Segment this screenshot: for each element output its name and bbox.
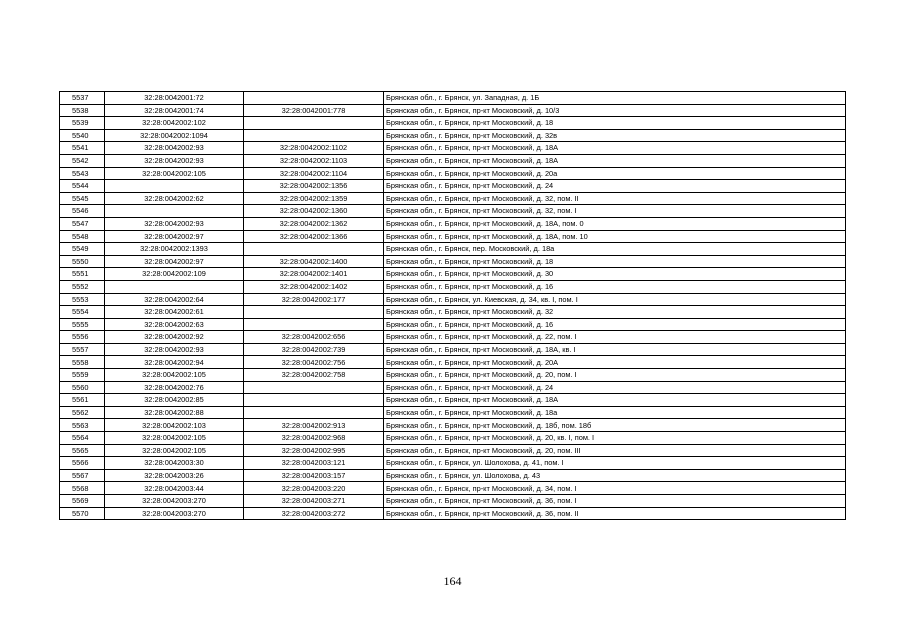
address-cell: Брянская обл., г. Брянск, пр-кт Московский, д. 16 <box>384 280 846 293</box>
building-number-cell: 32:28:0042001:778 <box>244 104 384 117</box>
table-row <box>60 154 846 167</box>
cadastral-number-cell: 32:28:0042002:61 <box>105 306 244 319</box>
address-cell: Брянская обл., г. Брянск, пр-кт Московский, д. 18 <box>384 255 846 268</box>
address-cell: Брянская обл., г. Брянск, пр-кт Московский, д. 18А, кв. I <box>384 343 846 356</box>
row-number-cell: 5557 <box>60 343 105 356</box>
cadastral-number-cell: 32:28:0042002:1094 <box>105 129 244 142</box>
table-row <box>60 180 846 193</box>
building-number-cell: 32:28:0042002:1362 <box>244 217 384 230</box>
row-number-cell: 5547 <box>60 217 105 230</box>
cadastral-number-cell <box>105 180 244 193</box>
cadastral-number-cell: 32:28:0042003:44 <box>105 482 244 495</box>
row-number-cell: 5543 <box>60 167 105 180</box>
row-number-cell: 5560 <box>60 381 105 394</box>
row-number-cell: 5562 <box>60 406 105 419</box>
address-cell: Брянская обл., г. Брянск, ул. Киевская, д. 34, кв. I, пом. I <box>384 293 846 306</box>
table-row <box>60 129 846 142</box>
table-row <box>60 495 846 508</box>
address-cell: Брянская обл., г. Брянск, пр-кт Московский, д. 18А, пом. 0 <box>384 217 846 230</box>
row-number-cell: 5566 <box>60 457 105 470</box>
table-row <box>60 230 846 243</box>
building-number-cell: 32:28:0042002:1356 <box>244 180 384 193</box>
row-number-cell: 5537 <box>60 92 105 105</box>
property-registry-table <box>59 91 846 520</box>
row-number-cell: 5567 <box>60 469 105 482</box>
building-number-cell: 32:28:0042002:1103 <box>244 154 384 167</box>
table-row <box>60 482 846 495</box>
building-number-cell <box>244 92 384 105</box>
table-row <box>60 167 846 180</box>
cadastral-number-cell: 32:28:0042003:30 <box>105 457 244 470</box>
page-number: 164 <box>443 574 462 588</box>
address-cell: Брянская обл., г. Брянск, пр-кт Московский, д. 10/3 <box>384 104 846 117</box>
cadastral-number-cell <box>105 280 244 293</box>
table-row <box>60 369 846 382</box>
building-number-cell <box>244 117 384 130</box>
building-number-cell: 32:28:0042002:756 <box>244 356 384 369</box>
cadastral-number-cell: 32:28:0042002:93 <box>105 142 244 155</box>
table-row <box>60 243 846 256</box>
building-number-cell: 32:28:0042002:1102 <box>244 142 384 155</box>
building-number-cell: 32:28:0042002:1360 <box>244 205 384 218</box>
building-number-cell <box>244 129 384 142</box>
table-row <box>60 444 846 457</box>
cadastral-number-cell: 32:28:0042002:63 <box>105 318 244 331</box>
address-cell: Брянская обл., г. Брянск, пр-кт Московский, д. 22, пом. I <box>384 331 846 344</box>
building-number-cell: 32:28:0042002:1401 <box>244 268 384 281</box>
building-number-cell <box>244 243 384 256</box>
building-number-cell: 32:28:0042003:157 <box>244 469 384 482</box>
row-number-cell: 5556 <box>60 331 105 344</box>
cadastral-number-cell: 32:28:0042002:105 <box>105 369 244 382</box>
cadastral-number-cell: 32:28:0042002:105 <box>105 167 244 180</box>
address-cell: Брянская обл., г. Брянск, пр-кт Московский, д. 24 <box>384 180 846 193</box>
address-cell: Брянская обл., г. Брянск, пр-кт Московский, д. 20а <box>384 167 846 180</box>
cadastral-number-cell: 32:28:0042002:64 <box>105 293 244 306</box>
cadastral-number-cell: 32:28:0042002:1393 <box>105 243 244 256</box>
address-cell: Брянская обл., г. Брянск, пр-кт Московский, д. 20, кв. I, пом. I <box>384 432 846 445</box>
cadastral-number-cell: 32:28:0042002:94 <box>105 356 244 369</box>
row-number-cell: 5564 <box>60 432 105 445</box>
address-cell: Брянская обл., г. Брянск, пр-кт Московский, д. 36, пом. I <box>384 495 846 508</box>
address-cell: Брянская обл., г. Брянск, пр-кт Московский, д. 18а <box>384 406 846 419</box>
cadastral-number-cell: 32:28:0042002:92 <box>105 331 244 344</box>
cadastral-number-cell: 32:28:0042002:76 <box>105 381 244 394</box>
building-number-cell <box>244 381 384 394</box>
row-number-cell: 5559 <box>60 369 105 382</box>
building-number-cell: 32:28:0042002:1359 <box>244 192 384 205</box>
cadastral-number-cell <box>105 205 244 218</box>
building-number-cell <box>244 318 384 331</box>
cadastral-number-cell: 32:28:0042002:93 <box>105 217 244 230</box>
row-number-cell: 5555 <box>60 318 105 331</box>
building-number-cell: 32:28:0042003:271 <box>244 495 384 508</box>
table-row <box>60 268 846 281</box>
cadastral-number-cell: 32:28:0042002:102 <box>105 117 244 130</box>
table-row <box>60 432 846 445</box>
address-cell: Брянская обл., г. Брянск, ул. Шолохова, д. 41, пом. I <box>384 457 846 470</box>
address-cell: Брянская обл., г. Брянск, пр-кт Московский, д. 16 <box>384 318 846 331</box>
table-row <box>60 381 846 394</box>
table-row <box>60 306 846 319</box>
building-number-cell: 32:28:0042002:1366 <box>244 230 384 243</box>
table-row <box>60 394 846 407</box>
address-cell: Брянская обл., г. Брянск, пр-кт Московский, д. 18 <box>384 117 846 130</box>
address-cell: Брянская обл., г. Брянск, пр-кт Московский, д. 20А <box>384 356 846 369</box>
cadastral-number-cell: 32:28:0042002:109 <box>105 268 244 281</box>
building-number-cell: 32:28:0042002:995 <box>244 444 384 457</box>
table-row <box>60 507 846 520</box>
table-body <box>60 92 846 520</box>
table-row <box>60 92 846 105</box>
building-number-cell: 32:28:0042002:739 <box>244 343 384 356</box>
table-row <box>60 293 846 306</box>
address-cell: Брянская обл., г. Брянск, пр-кт Московский, д. 32в <box>384 129 846 142</box>
table-row <box>60 255 846 268</box>
row-number-cell: 5568 <box>60 482 105 495</box>
table-row <box>60 457 846 470</box>
cadastral-number-cell: 32:28:0042002:85 <box>105 394 244 407</box>
cadastral-number-cell: 32:28:0042002:97 <box>105 230 244 243</box>
row-number-cell: 5546 <box>60 205 105 218</box>
row-number-cell: 5565 <box>60 444 105 457</box>
row-number-cell: 5544 <box>60 180 105 193</box>
building-number-cell <box>244 394 384 407</box>
cadastral-number-cell: 32:28:0042002:103 <box>105 419 244 432</box>
row-number-cell: 5540 <box>60 129 105 142</box>
building-number-cell: 32:28:0042002:1104 <box>244 167 384 180</box>
table-row <box>60 356 846 369</box>
table-row <box>60 469 846 482</box>
address-cell: Брянская обл., г. Брянск, пр-кт Московский, д. 18А <box>384 154 846 167</box>
address-cell: Брянская обл., г. Брянск, ул. Шолохова, д. 43 <box>384 469 846 482</box>
building-number-cell <box>244 306 384 319</box>
row-number-cell: 5561 <box>60 394 105 407</box>
table-row <box>60 217 846 230</box>
address-cell: Брянская обл., г. Брянск, пр-кт Московский, д. 18А <box>384 394 846 407</box>
address-cell: Брянская обл., г. Брянск, ул. Западная, д. 1Б <box>384 92 846 105</box>
building-number-cell: 32:28:0042003:220 <box>244 482 384 495</box>
cadastral-number-cell: 32:28:0042002:62 <box>105 192 244 205</box>
table-row <box>60 205 846 218</box>
address-cell: Брянская обл., г. Брянск, пр-кт Московский, д. 18А <box>384 142 846 155</box>
table-row <box>60 419 846 432</box>
row-number-cell: 5558 <box>60 356 105 369</box>
address-cell: Брянская обл., г. Брянск, пр-кт Московский, д. 32, пом. I <box>384 205 846 218</box>
building-number-cell <box>244 406 384 419</box>
row-number-cell: 5569 <box>60 495 105 508</box>
row-number-cell: 5550 <box>60 255 105 268</box>
address-cell: Брянская обл., г. Брянск, пр-кт Московский, д. 30 <box>384 268 846 281</box>
building-number-cell: 32:28:0042003:272 <box>244 507 384 520</box>
address-cell: Брянская обл., г. Брянск, пр-кт Московский, д. 18А, пом. 10 <box>384 230 846 243</box>
table-row <box>60 192 846 205</box>
row-number-cell: 5549 <box>60 243 105 256</box>
cadastral-number-cell: 32:28:0042002:93 <box>105 154 244 167</box>
table-row <box>60 406 846 419</box>
building-number-cell: 32:28:0042003:121 <box>244 457 384 470</box>
cadastral-number-cell: 32:28:0042002:97 <box>105 255 244 268</box>
table-row <box>60 142 846 155</box>
row-number-cell: 5545 <box>60 192 105 205</box>
address-cell: Брянская обл., г. Брянск, пр-кт Московский, д. 34, пом. I <box>384 482 846 495</box>
cadastral-number-cell: 32:28:0042003:26 <box>105 469 244 482</box>
row-number-cell: 5538 <box>60 104 105 117</box>
cadastral-number-cell: 32:28:0042002:93 <box>105 343 244 356</box>
table-row <box>60 318 846 331</box>
building-number-cell: 32:28:0042002:656 <box>244 331 384 344</box>
row-number-cell: 5551 <box>60 268 105 281</box>
address-cell: Брянская обл., г. Брянск, пр-кт Московский, д. 18б, пом. 18б <box>384 419 846 432</box>
cadastral-number-cell: 32:28:0042002:88 <box>105 406 244 419</box>
building-number-cell: 32:28:0042002:1402 <box>244 280 384 293</box>
address-cell: Брянская обл., г. Брянск, пр-кт Московский, д. 20, пом. III <box>384 444 846 457</box>
building-number-cell: 32:28:0042002:177 <box>244 293 384 306</box>
building-number-cell: 32:28:0042002:1400 <box>244 255 384 268</box>
address-cell: Брянская обл., г. Брянск, пр-кт Московский, д. 32, пом. II <box>384 192 846 205</box>
building-number-cell: 32:28:0042002:913 <box>244 419 384 432</box>
row-number-cell: 5539 <box>60 117 105 130</box>
row-number-cell: 5570 <box>60 507 105 520</box>
cadastral-number-cell: 32:28:0042001:72 <box>105 92 244 105</box>
address-cell: Брянская обл., г. Брянск, пр-кт Московский, д. 24 <box>384 381 846 394</box>
table-row <box>60 331 846 344</box>
table-row <box>60 343 846 356</box>
building-number-cell: 32:28:0042002:758 <box>244 369 384 382</box>
address-cell: Брянская обл., г. Брянск, пр-кт Московский, д. 36, пом. II <box>384 507 846 520</box>
address-cell: Брянская обл., г. Брянск, пр-кт Московский, д. 20, пом. I <box>384 369 846 382</box>
building-number-cell: 32:28:0042002:968 <box>244 432 384 445</box>
row-number-cell: 5554 <box>60 306 105 319</box>
cadastral-number-cell: 32:28:0042001:74 <box>105 104 244 117</box>
row-number-cell: 5552 <box>60 280 105 293</box>
cadastral-number-cell: 32:28:0042003:270 <box>105 495 244 508</box>
row-number-cell: 5542 <box>60 154 105 167</box>
table-row <box>60 117 846 130</box>
row-number-cell: 5548 <box>60 230 105 243</box>
row-number-cell: 5553 <box>60 293 105 306</box>
table-row <box>60 104 846 117</box>
address-cell: Брянская обл., г. Брянск, пр-кт Московский, д. 32 <box>384 306 846 319</box>
row-number-cell: 5563 <box>60 419 105 432</box>
row-number-cell: 5541 <box>60 142 105 155</box>
cadastral-number-cell: 32:28:0042002:105 <box>105 444 244 457</box>
address-cell: Брянская обл., г. Брянск, пер. Московский, д. 18а <box>384 243 846 256</box>
cadastral-number-cell: 32:28:0042003:270 <box>105 507 244 520</box>
table-row <box>60 280 846 293</box>
cadastral-number-cell: 32:28:0042002:105 <box>105 432 244 445</box>
